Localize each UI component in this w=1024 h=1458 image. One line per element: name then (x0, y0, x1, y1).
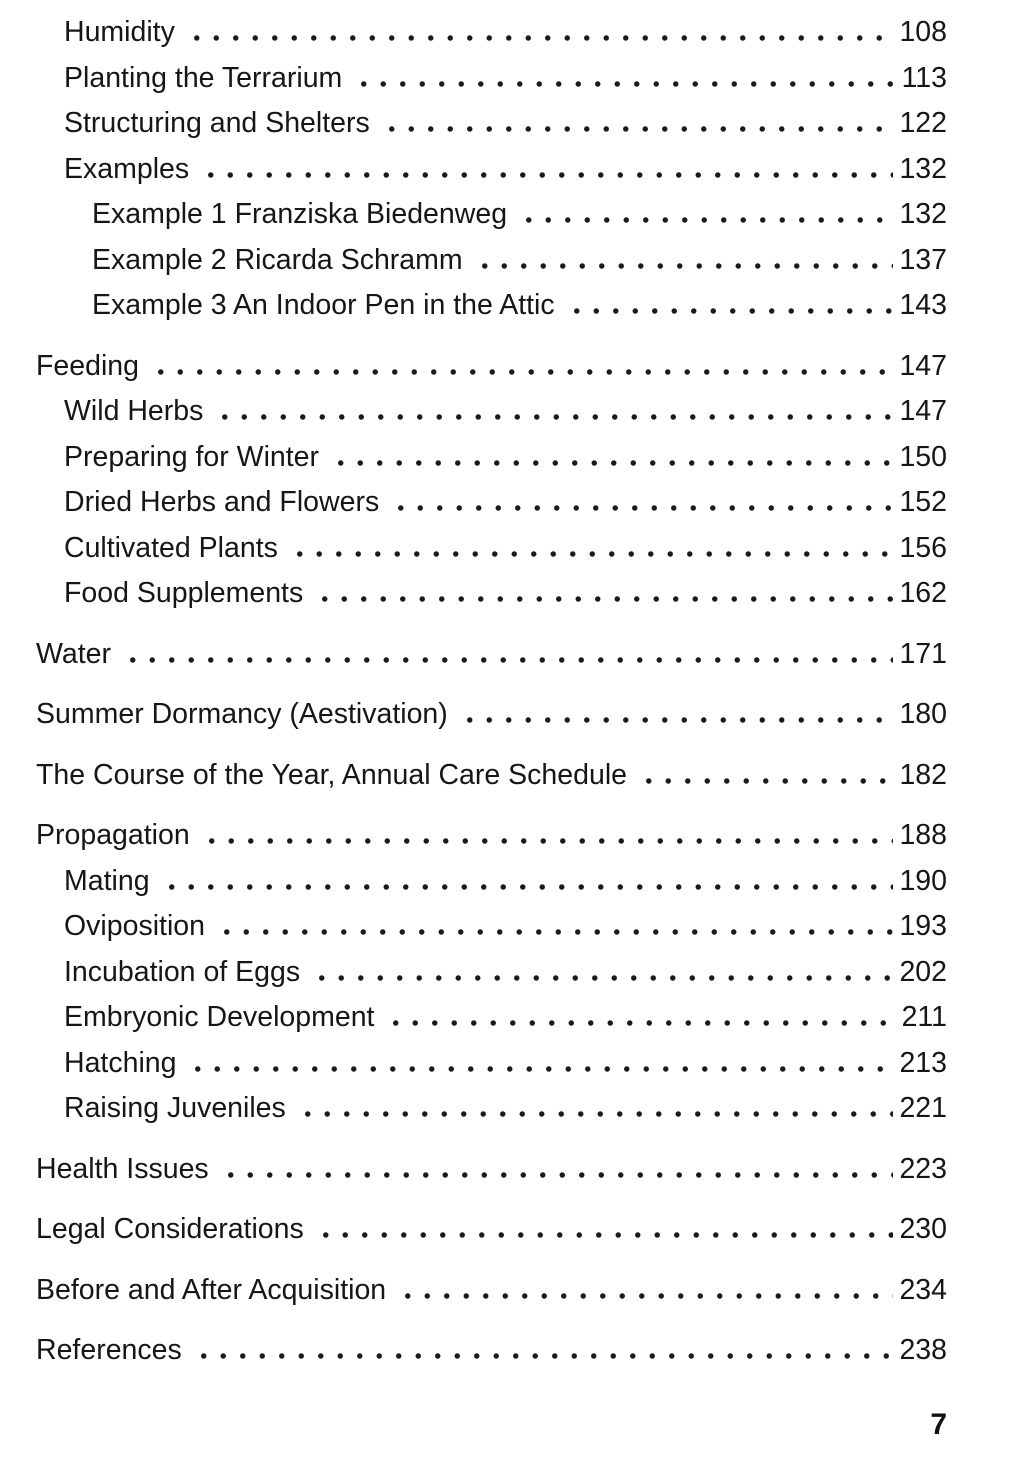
toc-entry-label: Feeding (36, 349, 139, 382)
toc-entry (36, 995, 947, 1041)
toc-entry-page: 171 (899, 637, 947, 670)
toc-leader-dots (386, 1020, 895, 1026)
toc-entry-page: 190 (899, 864, 947, 897)
toc-entry-label: Water (36, 637, 111, 670)
toc-entry-page: 150 (899, 440, 947, 473)
toc-entry-label: Example 3 An Indoor Pen in the Attic (92, 289, 555, 321)
toc-entry-page: 188 (899, 819, 947, 851)
toc-leader-dots (187, 35, 894, 41)
toc-entry-page: 193 (899, 910, 947, 942)
toc-entry (36, 950, 947, 996)
toc-entry-page: 113 (901, 61, 947, 94)
toc-entry (36, 101, 947, 147)
page-footer (36, 1402, 947, 1447)
toc-entry-label: Oviposition (64, 910, 205, 942)
toc-entry-label: Examples (64, 152, 190, 185)
toc-entry-label: Incubation of Eggs (64, 955, 301, 988)
toc-entry (36, 283, 947, 329)
toc-entry-label: Health Issues (36, 1152, 209, 1185)
toc-leader-dots (398, 1293, 893, 1299)
toc-entry-page: 143 (899, 289, 947, 321)
toc-leader-dots (312, 975, 893, 981)
toc-leader-dots (460, 717, 894, 723)
toc-entry-page: 156 (899, 531, 947, 564)
page-number: 7 (930, 1407, 947, 1441)
toc-entry-page: 202 (899, 955, 947, 988)
toc-entry-label: Legal Considerations (36, 1213, 304, 1245)
toc-entry-page: 230 (899, 1213, 947, 1245)
toc-entry-label: Dried Herbs and Flowers (64, 486, 380, 518)
toc-entry-label: Raising Juveniles (64, 1092, 286, 1124)
toc-entry-label: Structuring and Shelters (64, 107, 370, 139)
toc-entry (36, 56, 947, 102)
toc-leader-dots (639, 778, 893, 784)
toc-entry-page: 221 (899, 1092, 947, 1124)
toc-entry-page: 162 (899, 577, 947, 609)
toc-entry-label: Food Supplements (64, 577, 304, 609)
toc-leader-dots (316, 1232, 894, 1238)
toc-entry-page: 147 (899, 349, 947, 382)
toc-entry-label: Propagation (36, 819, 190, 851)
toc-entry (36, 1328, 947, 1374)
toc-entry-page: 108 (899, 16, 947, 48)
toc-entry-label: Cultivated Plants (64, 531, 278, 564)
toc-entry-label: Example 1 Franziska Biedenweg (92, 198, 508, 230)
toc-leader-dots (162, 884, 894, 890)
toc-entry-page: 234 (899, 1273, 947, 1306)
toc-leader-dots (354, 81, 895, 87)
toc-leader-dots (221, 1172, 894, 1178)
toc-leader-dots (194, 1353, 894, 1359)
toc-leader-dots (151, 369, 893, 375)
toc-entry (36, 859, 947, 905)
toc-entry (36, 1207, 947, 1253)
toc-leader-dots (567, 308, 894, 314)
toc-entry-label: References (36, 1334, 182, 1366)
toc-entry (36, 435, 947, 481)
toc-entry (36, 571, 947, 617)
toc-entry-label: The Course of the Year, Annual Care Schedule (36, 758, 627, 791)
toc-entry (36, 192, 947, 238)
toc-leader-dots (215, 414, 893, 420)
toc-entry (36, 632, 947, 678)
toc-leader-dots (331, 460, 893, 466)
toc-leader-dots (201, 172, 893, 178)
toc-list (36, 10, 947, 1374)
toc-entry (36, 1086, 947, 1132)
toc-entry (36, 1147, 947, 1193)
toc-entry-label: Hatching (64, 1046, 177, 1079)
toc-entry-label: Planting the Terrarium (64, 61, 343, 94)
toc-entry-page: 180 (899, 698, 947, 730)
toc-entry (36, 692, 947, 738)
toc-entry (36, 813, 947, 859)
toc-entry (36, 147, 947, 193)
toc-entry (36, 480, 947, 526)
toc-leader-dots (382, 126, 894, 132)
toc-entry-page: 122 (899, 107, 947, 139)
toc-leader-dots (298, 1111, 894, 1117)
toc-entry (36, 389, 947, 435)
toc-entry (36, 1268, 947, 1314)
toc-entry-page: 137 (899, 243, 947, 276)
toc-leader-dots (217, 929, 893, 935)
toc-entry (36, 344, 947, 390)
toc-entry-page: 152 (899, 486, 947, 518)
toc-entry-page: 211 (901, 1001, 947, 1033)
toc-entry (36, 526, 947, 572)
toc-entry-page: 223 (899, 1152, 947, 1185)
toc-entry-page: 132 (899, 152, 947, 185)
toc-leader-dots (123, 657, 893, 663)
toc-entry-page: 182 (899, 758, 947, 791)
toc-entry-page: 213 (899, 1046, 947, 1079)
toc-leader-dots (315, 596, 893, 602)
toc-leader-dots (290, 551, 894, 557)
toc-entry-label: Embryonic Development (64, 1001, 375, 1033)
toc-entry (36, 238, 947, 284)
toc-entry-label: Summer Dormancy (Aestivation) (36, 698, 448, 730)
toc-entry (36, 1041, 947, 1087)
toc-entry-label: Humidity (64, 16, 175, 48)
toc-entry-page: 147 (899, 395, 947, 427)
toc-entry (36, 753, 947, 799)
toc-entry-label: Wild Herbs (64, 395, 204, 427)
toc-leader-dots (475, 263, 894, 269)
toc-entry (36, 904, 947, 950)
toc-leader-dots (202, 838, 894, 844)
toc-entry-page: 132 (899, 198, 947, 230)
toc-entry-page: 238 (899, 1334, 947, 1366)
toc-entry (36, 10, 947, 56)
toc-entry-label: Preparing for Winter (64, 440, 320, 473)
toc-leader-dots (391, 505, 893, 511)
toc-entry-label: Mating (64, 864, 150, 897)
toc-leader-dots (519, 217, 893, 223)
toc-entry-label: Example 2 Ricarda Schramm (92, 243, 463, 276)
toc-entry-label: Before and After Acquisition (36, 1273, 387, 1306)
toc-leader-dots (188, 1066, 893, 1072)
